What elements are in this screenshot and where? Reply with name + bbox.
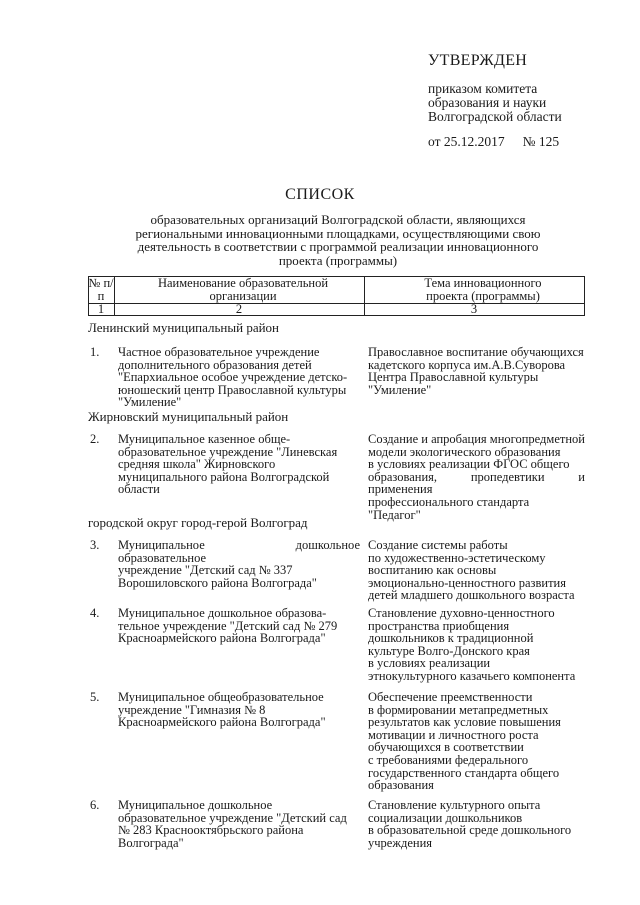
order-date: от 25.12.2017 <box>428 134 505 149</box>
column-index-3: 3 <box>470 302 478 316</box>
order-date-number <box>428 134 559 150</box>
district-heading: Жирновский муниципальный район <box>88 409 289 424</box>
project-topic: Становление культурного опыта социализации дошкольников в образовательной среде дошкольного учреждения <box>368 798 572 850</box>
row-number: 4. <box>90 606 100 620</box>
organization-name: Муниципальное дошкольное образова- тельное учреждение "Детский сад № 279 Красноармейского района Волгограда" <box>118 606 338 646</box>
organization-name: Муниципальное казенное обще- образовательное учреждение "Линевская средняя школа" Жирновского муниципального района Волгоградской области <box>118 432 338 497</box>
district-heading: городской округ город-герой Волгоград <box>88 515 308 530</box>
approved-heading: УТВЕРЖДЕН <box>428 52 528 69</box>
organization-name: Муниципальное общеобразовательное учреждение "Гимназия № 8 Красноармейского района Волгограда" <box>118 690 326 730</box>
table-header <box>88 276 585 316</box>
district-heading: Ленинский муниципальный район <box>88 320 280 335</box>
project-topic: Создание системы работы по художественно-эстетическому воспитанию как основы эмоционально-ценностного развития детей младшего дошкольного возраста <box>368 538 575 603</box>
column-index-1: 1 <box>97 302 105 316</box>
project-topic: Обеспечение преемственности в формировании метапредметных результатов как условие повышения мотивации и личностного роста обучающихся в соответствии с требованиями федерального государственного стандарта общего образования <box>368 690 561 793</box>
organization-name: Муниципальное дошкольное образовательное учреждение "Детский сад № 283 Краснооктябрьского района Волгограда" <box>118 798 347 850</box>
column-header-number: № п/п <box>88 276 114 303</box>
project-topic: Создание и апробация многопредметной модели экологического образования в условиях реализации ФГОС общего образования, пропедевтики и применения профессионального стандарта "Педагог" <box>368 432 585 522</box>
project-topic: Становление духовно-ценностного пространства приобщения дошкольников к традиционной культуре Волго-Донского края в условиях реализации этнокультурного казачьего компонента <box>368 606 576 683</box>
project-topic: Православное воспитание обучающихся кадетского корпуса им.А.В.Суворова Центра Православной культуры "Умиление" <box>368 345 584 397</box>
row-number: 2. <box>90 432 100 446</box>
order-reference: приказом комитета образования и науки Волгоградской области <box>428 81 562 124</box>
column-index-2: 2 <box>235 302 243 316</box>
row-number: 5. <box>90 690 100 704</box>
row-number: 3. <box>90 538 100 552</box>
organization-name: Частное образовательное учреждение дополнительного образования детей "Епархиальное особое учреждение детско- юношеский центр Православной культуры "Умиление" <box>118 345 348 410</box>
row-number: 1. <box>90 345 100 359</box>
document-title: СПИСОК <box>285 186 355 203</box>
organization-name: Муниципальное дошкольное образовательное учреждение "Детский сад № 337 Ворошиловского района Волгограда" <box>118 538 360 590</box>
row-number: 6. <box>90 798 100 812</box>
column-header-topic: Тема инновационного проекта (программы) <box>424 276 542 303</box>
document-subtitle: образовательных организаций Волгоградской области, являющихся региональными инновационными площадками, осуществляющими свою деятельность в соответствии с программой реализации инновационного проекта (программы) <box>135 212 541 268</box>
order-number: № 125 <box>522 134 560 149</box>
column-header-name: Наименование образовательной организации <box>157 276 329 303</box>
